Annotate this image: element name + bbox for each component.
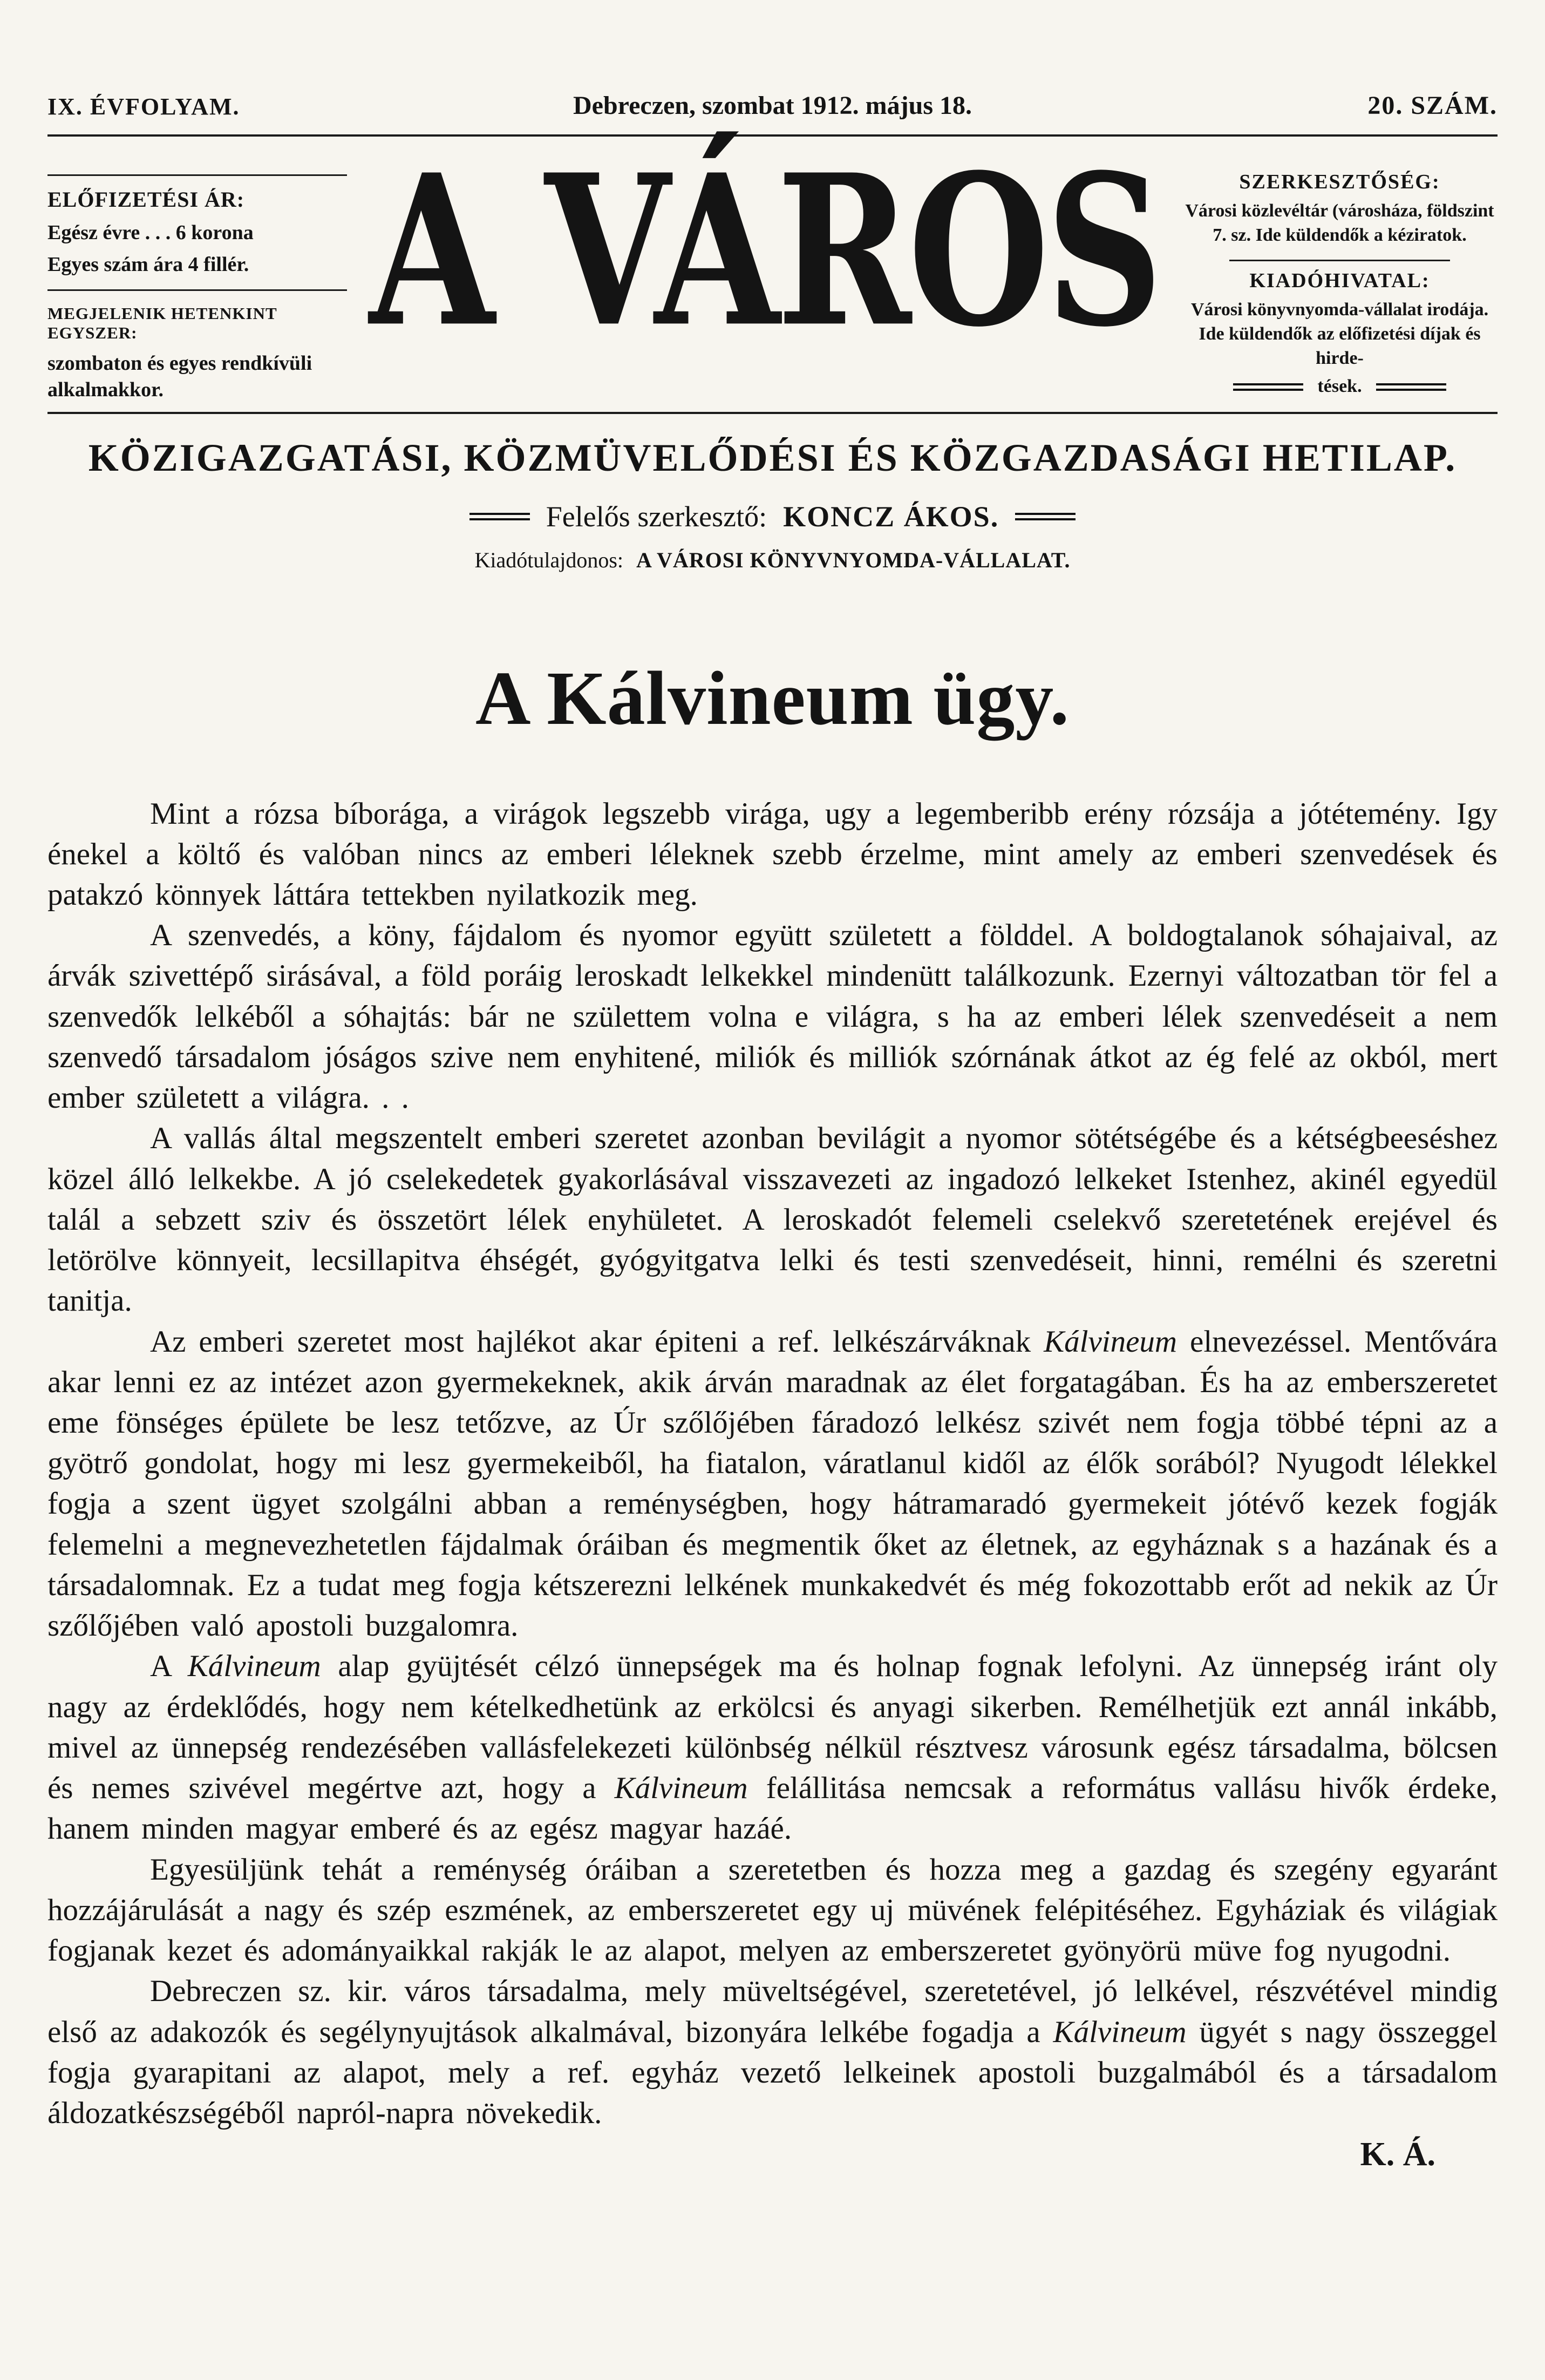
article-signature: K. Á. (1360, 2136, 1435, 2173)
article-paragraph (47, 1646, 1498, 1849)
paragraph-text: A vallás által megszentelt emberi szeretet azonban bevilágit a nyomor sötétségébe és a kétségbeeséshez közel álló lelkekbe. A jó cselekedetek gyakorlásával visszavezeti az ingadozó lelkeket Istenhez, akinél egyedül talál a sebzett sziv és összetört lélek enyhületet. A leroskadót felemeli cselekvő szeretetének erejével és letörölve könnyeit, lecsillapitva éhségét, gyógyitgatva lelki és testi szenvedéseit, hinni, remélni és szeretni tanitja. (47, 1121, 1498, 1318)
publishing-office-title: KIADÓHIVATAL: (1249, 269, 1430, 292)
paper-title: A VÁROS (369, 128, 1160, 373)
publishing-office-tail: tések. (1317, 376, 1362, 397)
editor-label: Felelős szerkesztő: (546, 500, 767, 533)
page-header (47, 0, 1498, 120)
italic-term: Kálvineum (1044, 1324, 1178, 1359)
paragraph-text: Egyesüljünk tehát a reménység óráiban a szeretetben és hozza meg a gazdag és szegény egyaránt hozzájárulását a nagy és szép eszmének, az emberszeretet egy uj müvének felépitéséhez. Egyháziak és világiak fogjanak kezet és adományaikkal rakják le az alapot, melyen az emberszeretet gyönyörü müve fog nyugodni. (47, 1852, 1498, 1968)
subscription-mid-rule (47, 289, 347, 291)
article-paragraph (47, 1321, 1498, 1646)
subscription-price-year: Egész évre . . . 6 korona (47, 221, 254, 244)
article-paragraph (47, 1118, 1498, 1321)
schedule-body: szombaton és egyes rendkívüli alkalmakkor. (47, 352, 312, 401)
editor-name: KONCZ ÁKOS. (783, 500, 999, 533)
masthead (47, 128, 1498, 409)
editor-rule-right (1015, 513, 1076, 520)
article-body (47, 794, 1498, 2134)
paragraph-text: elnevezéssel. Mentővára akar lenni ez az intézet azon gyermekeknek, akik árván maradnak az élet forgatagában. És ha az emberszeretet eme fönséges épülete be lesz tetőzve, az Úr szőlőjében fáradozó lelkész szivét nem fogja többé tépni az a gyötrő gondolat, hogy mi lesz gyermekeiből, ha fiatalon, váratlanul kidől az élők sorából? Nyugodt lélekkel fogja a szent ügyet szolgálni abban a reménységben, hogy hátramaradó gyermekeit jótévő kezek fogják felemelni a megnevezhetetlen fájdalmak óráiban és megmentik őket az életnek, az egyháznak s a hazának és a társadalomnak. Ez a tudat meg fogja kétszerezni lelkének munkakedvét és még fokozottabb erőt ad nekik az Úr szőlőjében való apostoli buzgalomra. (47, 1324, 1498, 1643)
italic-term: Kálvineum (187, 1649, 321, 1684)
italic-term: Kálvineum (1053, 2015, 1187, 2049)
editor-rule-left (469, 513, 530, 520)
article-paragraph (47, 1971, 1498, 2133)
double-rule-left (1233, 383, 1303, 391)
subscription-box (47, 144, 347, 409)
offices-box (1182, 144, 1498, 399)
article-title: A Kálvineum ügy. (475, 655, 1070, 741)
paragraph-text: Mint a rózsa bíborága, a virágok legszebb virága, ugy a legemberibb erény rózsája a jótétemény. Igy énekel a költő és valóban nincs az emberi léleknek szebb érzelme, mint amely az emberi szenvedések és patakzó könnyek láttára tettekben nyilatkozik meg. (47, 796, 1498, 912)
paragraph-text: A (150, 1649, 188, 1684)
masthead-title-wrap (362, 128, 1167, 373)
double-rule-right (1376, 383, 1446, 391)
offices-divider-rule (1229, 260, 1451, 261)
paragraph-text: Az emberi szeretet most hajlékot akar épiteni a ref. lelkészárváknak (150, 1324, 1044, 1359)
subscription-title: ELŐFIZETÉSI ÁR: (47, 187, 245, 212)
paper-subtitle: KÖZIGAZGATÁSI, KÖZMÜVELŐDÉSI ÉS KÖZGAZDASÁGI HETILAP. (88, 436, 1457, 479)
dateline: Debreczen, szombat 1912. május 18. (573, 91, 972, 120)
publisher-label: Kiadótulajdonos: (474, 547, 624, 572)
editor-row (47, 500, 1498, 533)
article-paragraph (47, 794, 1498, 916)
masthead-bottom-rule (47, 412, 1498, 414)
editorial-office-title: SZERKESZTŐSÉG: (1239, 171, 1440, 193)
editorial-office-body: Városi közlevéltár (városháza, földszint 7. sz. Ide küldendők a kéziratok. (1185, 201, 1494, 245)
schedule-title: MEGJELENIK HETENKINT EGYSZER: (47, 304, 277, 343)
paragraph-text: Debreczen sz. kir. város társadalma, mely müveltségével, szeretetével, jó lelkével, részvétével mindig első az adakozók és segélynyujtások alkalmával, bizonyára lelkébe fogadja a (47, 1974, 1498, 2049)
paragraph-text: alap gyüjtését célzó ünnepségek ma és holnap fognak lefolyni. Az ünnepség iránt oly nagy az érdeklődés, hogy nem kételkedhetünk az erkölcsi és anyagi sikerben. Remélhetjük ezt annál inkább, mivel az ünnepség rendezésében vallásfelekezeti különbség nélkül résztvesz városunk egész társadalma, bölcsen és nemes szivével megértve azt, hogy a (47, 1649, 1498, 1806)
subscription-price-issue: Egyes szám ára 4 fillér. (47, 253, 249, 276)
publisher-row (47, 547, 1498, 573)
italic-term: Kálvineum (614, 1771, 748, 1806)
volume-label: IX. ÉVFOLYAM. (47, 93, 240, 120)
paragraph-text: ügyét s nagy összeggel fogja gyarapitani az alapot, mely a ref. egyház vezető lelkeinek apostoli buzgalmából és a társadalom áldozatkészségéből napról-napra növekedik. (47, 2015, 1498, 2130)
article-paragraph (47, 1849, 1498, 1971)
publishing-office-body: Városi könyvnyomda-vállalat irodája. Ide küldendők az előfizetési díjak és hirde- (1190, 299, 1489, 368)
publisher-name: A VÁROSI KÖNYVNYOMDA-VÁLLALAT. (636, 547, 1071, 572)
publishing-office-tail-row (1182, 375, 1498, 399)
issue-number: 20. SZÁM. (1367, 91, 1498, 120)
paragraph-text: felállitása nemcsak a református vallásu hivők érdeke, hanem minden magyar emberé és az egész magyar hazáé. (47, 1771, 1498, 1846)
article-paragraph (47, 915, 1498, 1118)
subscription-top-rule (47, 174, 347, 176)
paragraph-text: A szenvedés, a köny, fájdalom és nyomor együtt született a földdel. A boldogtalanok sóhajaival, az árvák szivettépő sirásával, a föld poráig leroskadt lelkekkel mindenütt találkozunk. Ezernyi változatban tör fel a szenvedők lelkéből a sóhajtás: bár ne születtem volna e világra, s ha az emberi lélek szenvedéseit a nem szenvedő társadalom jóságos szive nem enyhitené, miliók és milliók szórnának átkot az ég felé az okból, mert ember született a világra. . . (47, 918, 1498, 1115)
